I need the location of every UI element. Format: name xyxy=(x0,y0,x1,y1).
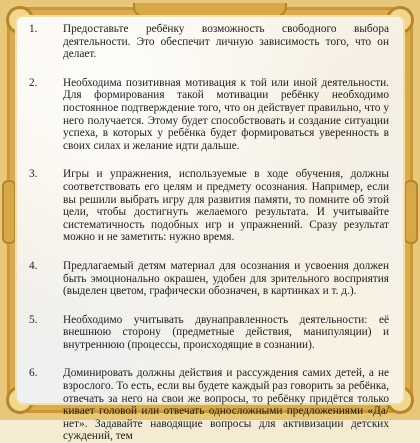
rule-number: 6. xyxy=(29,367,38,380)
rule-item-6 xyxy=(29,367,389,443)
left-ornament xyxy=(2,180,16,244)
rule-text: Предлагаемый детям материал для осознания и усвоения должен быть эмоционально окрашен, удобен для зрительного восприятия (выделен цветом, графически обозначен, в картинках и т. д.). xyxy=(63,259,389,298)
rule-item-4 xyxy=(29,260,389,298)
rule-item-1 xyxy=(29,23,389,61)
rule-text: Необходимо учитывать двунаправленность деятельности: её внешнюю сторону (предметные действия, манипуляции) и внутреннюю (процессы, происходящие в сознании). xyxy=(63,313,389,351)
rule-number: 3. xyxy=(29,168,38,181)
rule-number: 1. xyxy=(29,23,38,35)
rule-text: Доминировать должны действия и рассуждения самих детей, а не взрослого. То есть, если вы будете каждый раз говорить за ребёнка, отвечать за него на свои же вопросы, то ребёнку придётся только кивает головой или отвечать односложными предложениями «Да/нет». Задавайте наводящие вопросы для активизации детских суждений, тем xyxy=(63,367,389,443)
content-panel xyxy=(15,15,405,443)
rule-number: 2. xyxy=(29,76,38,89)
frame-border xyxy=(7,7,413,443)
right-ornament xyxy=(404,180,418,244)
rule-text: Игры и упражнения, используемые в ходе обучения, должны соответствовать его целям и предмету осознания. Например, если вы решили выбрать игру для развития памяти, то помните об этой цели, чтобы достигнуть желаемого результата. И учитывайте систематичность подобных игр и упражнений. Сразу результат можно и не заметить: нужно время. xyxy=(63,168,389,244)
rule-number: 5. xyxy=(29,313,38,326)
rules-list xyxy=(29,23,389,443)
rule-item-5 xyxy=(29,314,389,352)
rule-item-2 xyxy=(29,77,389,153)
rule-item-3 xyxy=(29,168,389,244)
rule-number: 4. xyxy=(29,259,38,272)
rule-text: Необходима позитивная мотивация к той или иной деятельности. Для формирования такой мотивации ребёнку необходимо постоянное подтверждение того, что он действует правильно, что у него получается. Этому будет способствовать и создание ситуации успеха, в которых у ребёнка будет формироваться уверенность в своих силах и желание идти дальше. xyxy=(63,76,389,152)
rule-text: Предоставьте ребёнку возможность свободного выбора деятельности. Это обеспечит личную зависимость того, что он делает. xyxy=(63,23,389,61)
